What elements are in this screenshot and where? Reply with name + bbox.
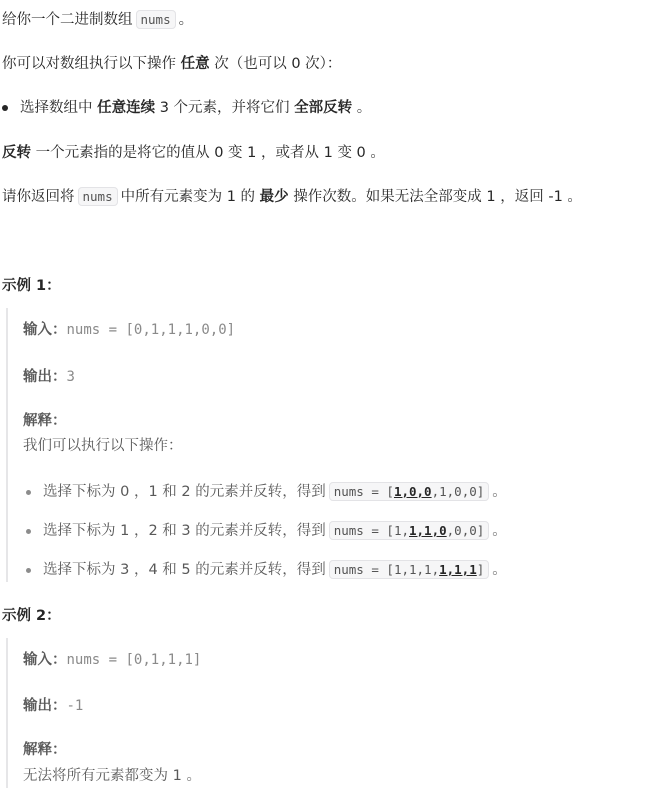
example-2-block: [6, 638, 658, 788]
input-value: nums = [0,1,1,1,0,0]: [66, 322, 236, 338]
bullet-icon: [26, 568, 31, 573]
bold-text: 全部反转: [294, 100, 353, 116]
bold-text: 反转: [2, 145, 31, 161]
bullet-text: 选择数组中: [20, 100, 93, 116]
operation-bullet: [2, 96, 371, 117]
bold-text: 任意连续: [97, 100, 156, 116]
array-code: nums = [1,0,0,1,0,0]: [329, 482, 490, 501]
list-item: [26, 558, 507, 579]
bullet-icon: [26, 490, 31, 495]
example-1-output: [23, 365, 75, 386]
bold-text: 任意: [180, 56, 210, 72]
intro-text: 给你一个二进制数组: [2, 12, 133, 28]
array-code: nums = [1,1,1,0,0,0]: [329, 521, 490, 540]
step-text: 选择下标为 1 ，2 和 3 的元素并反转，得到: [43, 523, 326, 539]
intro-text: 次（也可以 0 次）：: [214, 56, 342, 72]
example-2-explain-text: 无法将所有元素都变为 1 。: [23, 768, 201, 784]
step-text: 选择下标为 0 ，1 和 2 的元素并反转，得到: [43, 484, 326, 500]
intro-text: 一个元素指的是将它的值从 0 变 1 ，或者从 1 变 0 。: [35, 145, 385, 161]
example-1-input: [23, 318, 235, 339]
bullet-text: 。: [356, 100, 372, 116]
array-code: nums = [1,1,1,1,1,1]: [329, 560, 490, 579]
input-label: 输入：: [23, 322, 67, 338]
output-value: 3: [66, 369, 75, 385]
example-2-input: [23, 648, 201, 669]
example-2-title: 示例 2：: [2, 608, 61, 624]
intro-paragraph-1: [2, 8, 193, 29]
example-1-block: [6, 308, 658, 582]
intro-paragraph-3: [2, 141, 385, 162]
input-value: nums = [0,1,1,1]: [66, 652, 202, 668]
intro-text: 。: [178, 12, 194, 28]
intro-text: 请你返回将: [2, 189, 75, 205]
intro-text: 中所有元素变为 1 的: [120, 189, 256, 205]
list-item: [26, 519, 507, 540]
example-1-explain-text: 我们可以执行以下操作：: [23, 438, 183, 454]
bullet-text: 3 个元素，并将它们: [159, 100, 290, 116]
intro-paragraph-4: [2, 185, 582, 206]
output-label: 输出：: [23, 698, 67, 714]
example-1-title: 示例 1：: [2, 278, 61, 294]
step-end: 。: [492, 484, 507, 500]
example-2-explain-label: [23, 738, 67, 759]
step-end: 。: [492, 562, 507, 578]
list-item: [26, 480, 507, 501]
explain-label: 解释：: [23, 413, 67, 429]
explain-label: 解释：: [23, 742, 67, 758]
intro-text: 你可以对数组执行以下操作: [2, 56, 176, 72]
bullet-icon: [2, 105, 8, 111]
nums-code: nums: [78, 187, 118, 206]
example-1-explain-label: [23, 409, 67, 430]
bold-text: 最少: [259, 189, 289, 205]
step-end: 。: [492, 523, 507, 539]
output-label: 输出：: [23, 369, 67, 385]
bullet-icon: [26, 529, 31, 534]
step-text: 选择下标为 3 ，4 和 5 的元素并反转，得到: [43, 562, 326, 578]
output-value: -1: [66, 698, 84, 714]
intro-text: 操作次数。如果无法全部变成 1 ，返回 -1 。: [293, 189, 582, 205]
input-label: 输入：: [23, 652, 67, 668]
example-2-output: [23, 694, 83, 715]
intro-paragraph-2: [2, 52, 341, 73]
nums-code: nums: [136, 10, 176, 29]
